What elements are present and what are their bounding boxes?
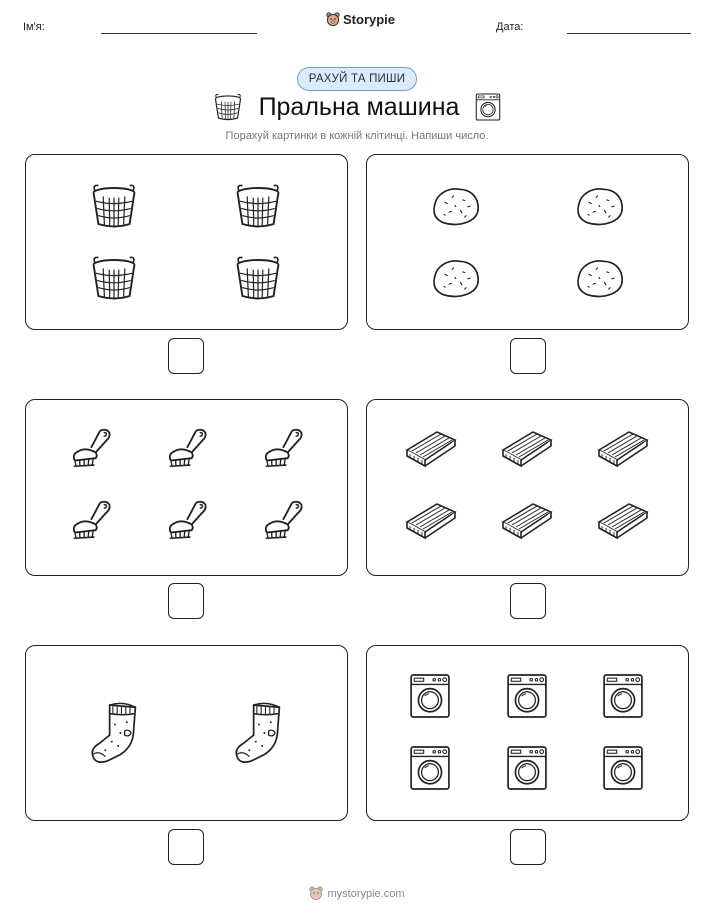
count-panel-brushes [25,399,348,576]
bear-mascot-icon [326,12,340,27]
date-label: Дата: [496,21,524,33]
washing-machine-icon [602,672,644,720]
footer [0,886,714,901]
answer-box-brushes[interactable] [168,583,204,619]
laundry-basket-icon [234,255,282,301]
stone-icon [575,257,625,299]
answer-box-socks[interactable] [168,829,204,865]
brand-name: Storypie [343,12,396,27]
washing-machine-icon [475,92,501,122]
answer-box-baskets[interactable] [168,338,204,374]
scrub-brush-icon [68,426,114,472]
answer-box-washboards[interactable] [510,583,546,619]
laundry-basket-icon [234,183,282,229]
scrub-brush-icon [260,426,306,472]
washboard-icon [403,426,459,470]
count-panel-washboards [366,399,689,576]
sock-icon [230,700,288,766]
laundry-basket-icon [90,255,138,301]
washing-machine-icon [409,672,451,720]
scrub-brush-icon [68,498,114,544]
scrub-brush-icon [164,498,210,544]
scrub-brush-icon [260,498,306,544]
count-panel-stones [366,154,689,330]
answer-box-stones[interactable] [510,338,546,374]
footer-url[interactable]: mystorypie.com [327,887,405,900]
washboard-icon [403,498,459,542]
washboard-icon [595,426,651,470]
washboard-icon [499,426,555,470]
bear-mascot-icon [309,886,323,901]
brand-logo [326,12,395,27]
activity-badge: РАХУЙ ТА ПИШИ [297,67,417,91]
answer-box-washing-machines[interactable] [510,829,546,865]
laundry-basket-icon [90,183,138,229]
stone-icon [431,257,481,299]
count-panel-baskets [25,154,348,330]
washboard-icon [499,498,555,542]
scrub-brush-icon [164,426,210,472]
laundry-basket-icon [213,93,243,121]
stone-icon [575,185,625,227]
washboard-icon [595,498,651,542]
stone-icon [431,185,481,227]
page-title: Пральна машина [258,92,460,121]
name-line[interactable] [101,33,257,34]
count-panel-washing-machines [366,645,689,821]
count-panel-socks [25,645,348,821]
washing-machine-icon [602,744,644,792]
instructions: Порахуй картинки в кожній клітинці. Напиши число. [225,130,489,142]
sock-icon [86,700,144,766]
date-line[interactable] [567,33,691,34]
name-label: Ім'я: [23,21,45,33]
washing-machine-icon [409,744,451,792]
washing-machine-icon [506,672,548,720]
washing-machine-icon [506,744,548,792]
